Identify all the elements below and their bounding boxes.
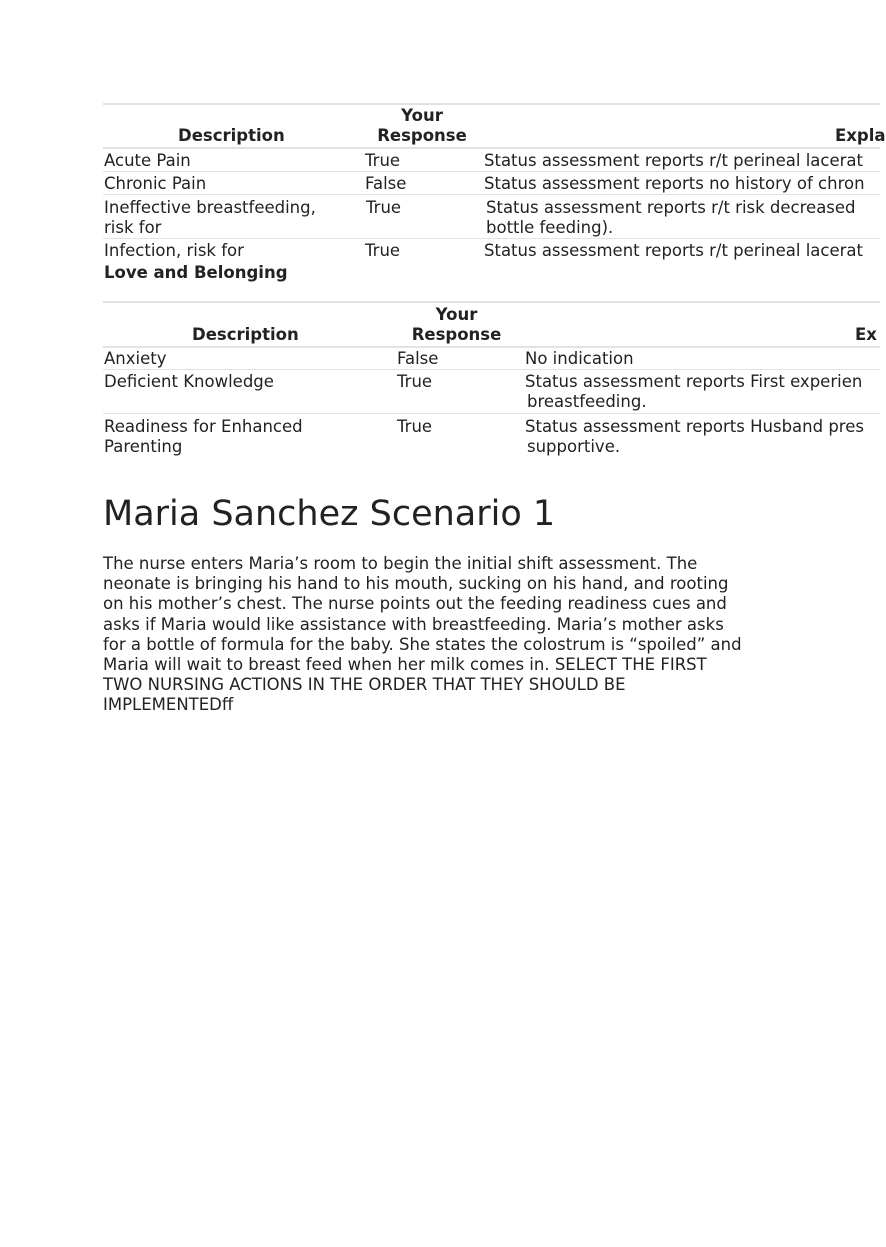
table2-row3-response: True	[397, 417, 433, 436]
table2-row-divider	[103, 413, 880, 414]
table2-row2-response: True	[397, 372, 433, 391]
table1-row-divider	[103, 194, 880, 195]
table1-row3-explanation-line1: Status assessment reports r/t risk decreased	[486, 198, 856, 217]
table1-row2-response: False	[365, 174, 407, 193]
table2-row2-explanation-line2: breastfeeding.	[527, 392, 647, 411]
paragraph-line: asks if Maria would like assistance with breastfeeding. Maria’s mother asks	[103, 614, 724, 634]
paragraph-line: neonate is bringing his hand to his mouth, sucking on his hand, and rooting	[103, 574, 729, 594]
table1-row3-explanation-line2: bottle feeding).	[486, 218, 614, 237]
table2-row3-explanation-line1: Status assessment reports Husband pres	[525, 417, 864, 436]
section-heading: Love and Belonging	[104, 263, 288, 282]
table1-row-divider	[103, 238, 880, 239]
table2-top-rule	[103, 301, 880, 303]
table1-row3-description-line2: risk for	[104, 218, 162, 237]
table1-row4-description: Infection, risk for	[104, 241, 244, 260]
table1-row3-response: True	[366, 198, 402, 217]
table2-header-explanation: Ex	[855, 325, 877, 344]
table1-row4-explanation: Status assessment reports r/t perineal lacerat	[484, 241, 863, 260]
paragraph-line: The nurse enters Maria’s room to begin the initial shift assessment. The	[103, 554, 698, 573]
table2-row2-description: Deficient Knowledge	[104, 372, 274, 391]
table2-row1-response: False	[397, 349, 439, 368]
table1-header-response: Your Response	[377, 106, 467, 145]
table2-row3-explanation-line2: supportive.	[527, 437, 621, 456]
table2-row1-explanation: No indication	[525, 349, 634, 368]
table2-row1-description: Anxiety	[104, 349, 167, 368]
table2-row3-description-line1: Readiness for Enhanced	[104, 417, 303, 436]
table1-top-rule	[103, 103, 880, 105]
paragraph-line: Maria will wait to breast feed when her milk comes in. SELECT THE FIRST	[103, 655, 707, 675]
table1-row-divider	[103, 171, 880, 172]
table1-row4-response: True	[365, 241, 401, 260]
table1-row3-description-line1: Ineffective breastfeeding,	[104, 198, 316, 217]
paragraph-line: for a bottle of formula for the baby. She states the colostrum is “spoiled” and	[103, 634, 742, 654]
table2-header-response: Your Response	[411, 305, 502, 344]
table1-header-description: Description	[178, 126, 285, 145]
table2-row-divider	[103, 369, 880, 370]
table1-header-explanation: Expla	[835, 126, 886, 145]
paragraph-line: on his mother’s chest. The nurse points out the feeding readiness cues and	[103, 594, 727, 614]
table1-row1-description: Acute Pain	[104, 151, 191, 170]
table2-header-rule	[103, 346, 880, 348]
table1-row1-explanation: Status assessment reports r/t perineal lacerat	[484, 151, 863, 170]
scenario-paragraph	[103, 554, 742, 716]
table1-row2-explanation: Status assessment reports no history of chron	[484, 174, 865, 193]
paragraph-line: IMPLEMENTEDff	[103, 695, 234, 715]
table2-row3-description-line2: Parenting	[104, 437, 183, 456]
paragraph-line: TWO NURSING ACTIONS IN THE ORDER THAT THEY SHOULD BE	[103, 675, 626, 695]
scenario-title: Maria Sanchez Scenario 1	[103, 494, 556, 534]
table1-row2-description: Chronic Pain	[104, 174, 207, 193]
table2-row2-explanation-line1: Status assessment reports First experien	[525, 372, 863, 391]
table1-row1-response: True	[365, 151, 401, 170]
table2-header-description: Description	[192, 325, 299, 344]
table1-header-rule	[103, 147, 880, 149]
